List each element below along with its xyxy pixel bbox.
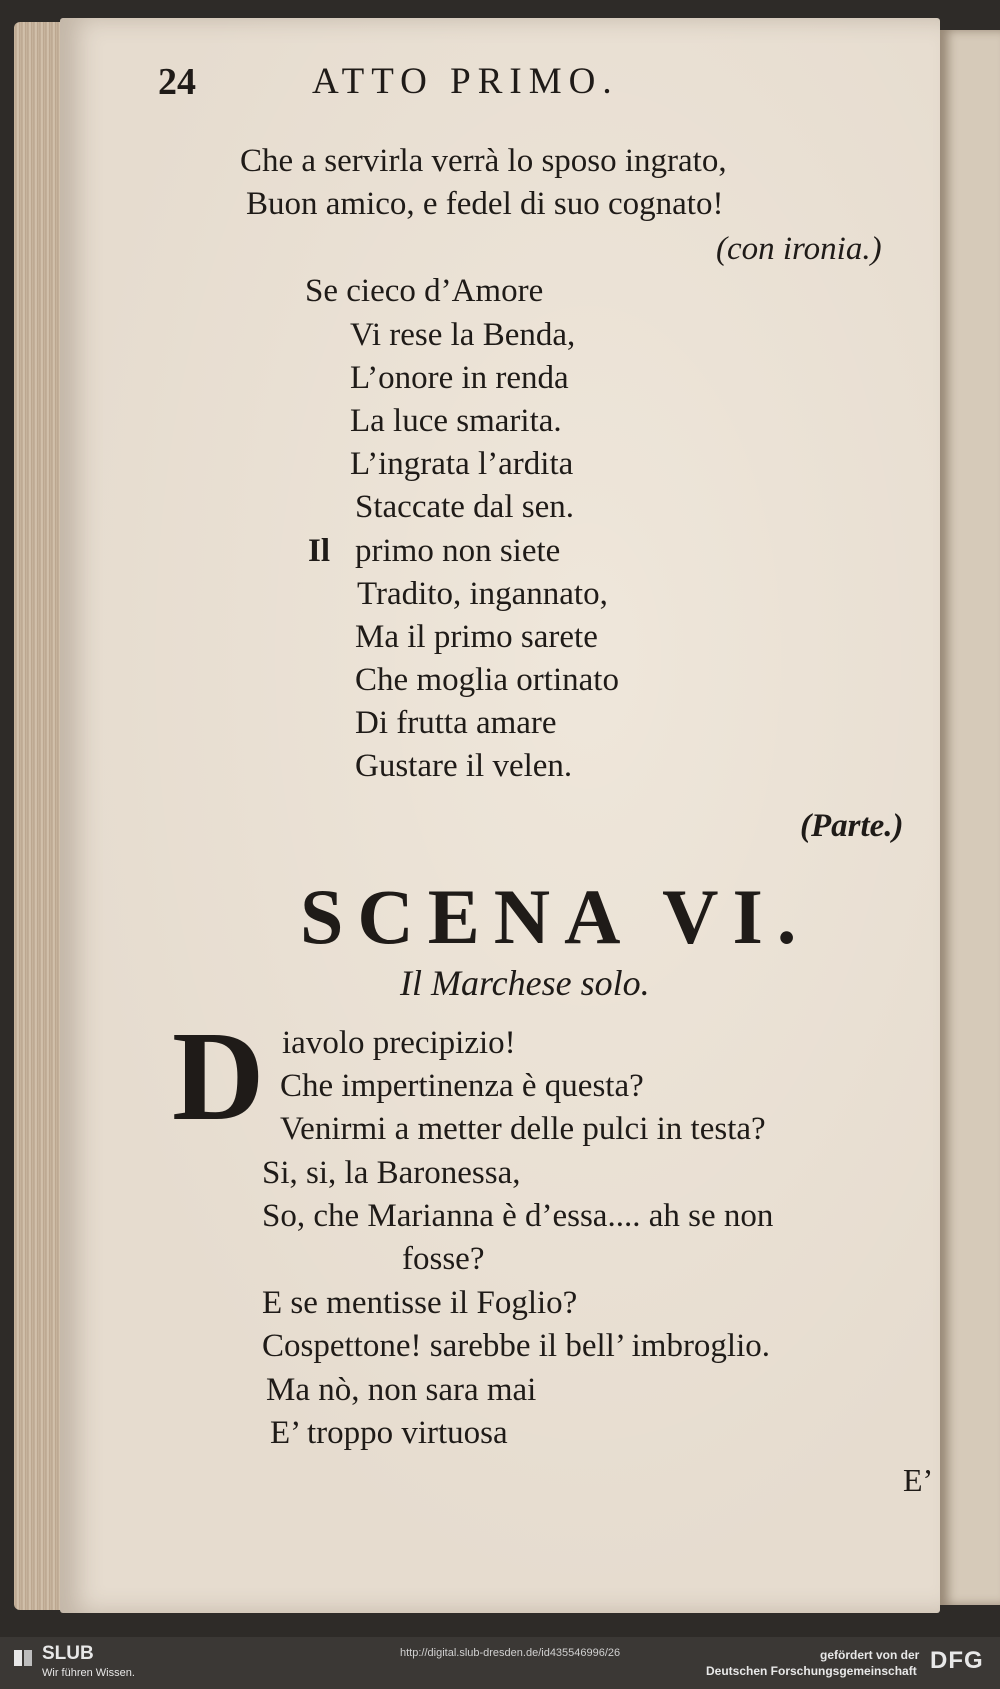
scene-title: SCENA VI. xyxy=(300,873,811,960)
monologue-line-10: E’ troppo virtuosa xyxy=(270,1415,508,1451)
aria-marker: Il xyxy=(308,533,331,569)
library-name[interactable]: SLUB xyxy=(42,1643,94,1664)
aria-line-7: primo non siete xyxy=(355,533,561,569)
aria-line-4: La luce smarita. xyxy=(350,403,562,439)
monologue-line-6: fosse? xyxy=(402,1241,485,1277)
stage-direction-exit: (Parte.) xyxy=(800,808,904,844)
dfg-logo[interactable]: DFG xyxy=(930,1647,984,1674)
aria-line-12: Gustare il velen. xyxy=(355,748,573,784)
monologue-line-9: Ma nò, non sara mai xyxy=(266,1372,537,1408)
aria-line-8: Tradito, ingannato, xyxy=(357,576,608,612)
running-title: ATTO PRIMO. xyxy=(312,61,619,102)
viewer-footer xyxy=(0,1637,1000,1689)
monologue-line-8: Cospettone! sarebbe il bell’ imbroglio. xyxy=(262,1328,771,1364)
slub-book-icon xyxy=(12,1647,34,1669)
monologue-line-7: E se mentisse il Foglio? xyxy=(262,1285,578,1321)
monologue-line-3: Venirmi a metter delle pulci in testa? xyxy=(280,1111,766,1147)
stage-direction-irony: (con ironia.) xyxy=(716,231,882,267)
aria-line-10: Che moglia ortinato xyxy=(355,662,619,698)
aria-line-3: L’onore in renda xyxy=(350,360,569,396)
aria-line-1: Se cieco d’Amore xyxy=(305,273,544,309)
aria-line-11: Di frutta amare xyxy=(355,705,557,741)
funding-label-1: gefördert von der xyxy=(820,1648,920,1662)
scene-subtitle: Il Marchese solo. xyxy=(400,963,650,1003)
library-tagline: Wir führen Wissen. xyxy=(42,1667,135,1679)
monologue-line-1: iavolo precipizio! xyxy=(282,1025,516,1061)
permalink-url[interactable]: http://digital.slub-dresden.de/id435546996/26 xyxy=(400,1647,621,1659)
monologue-line-2: Che impertinenza è questa? xyxy=(280,1068,644,1104)
aria-line-9: Ma il primo sarete xyxy=(355,619,598,655)
monologue-line-5: So, che Marianna è d’essa.... ah se non xyxy=(262,1198,774,1234)
monologue-line-4: Si, si, la Baronessa, xyxy=(262,1155,521,1191)
recitative-line-1: Che a servirla verrà lo sposo ingrato, xyxy=(240,143,727,179)
recitative-line-2: Buon amico, e fedel di suo cognato! xyxy=(246,186,724,222)
funding-label-2: Deutschen Forschungsgemeinschaft xyxy=(706,1664,917,1678)
aria-line-6: Staccate dal sen. xyxy=(355,489,574,525)
page-number: 24 xyxy=(158,61,196,103)
catchword: E’ xyxy=(903,1462,934,1498)
aria-line-2: Vi rese la Benda, xyxy=(350,317,576,353)
facing-page-edge xyxy=(940,30,1000,1605)
drop-cap: D xyxy=(172,1005,265,1147)
aria-line-5: L’ingrata l’ardita xyxy=(350,446,574,482)
